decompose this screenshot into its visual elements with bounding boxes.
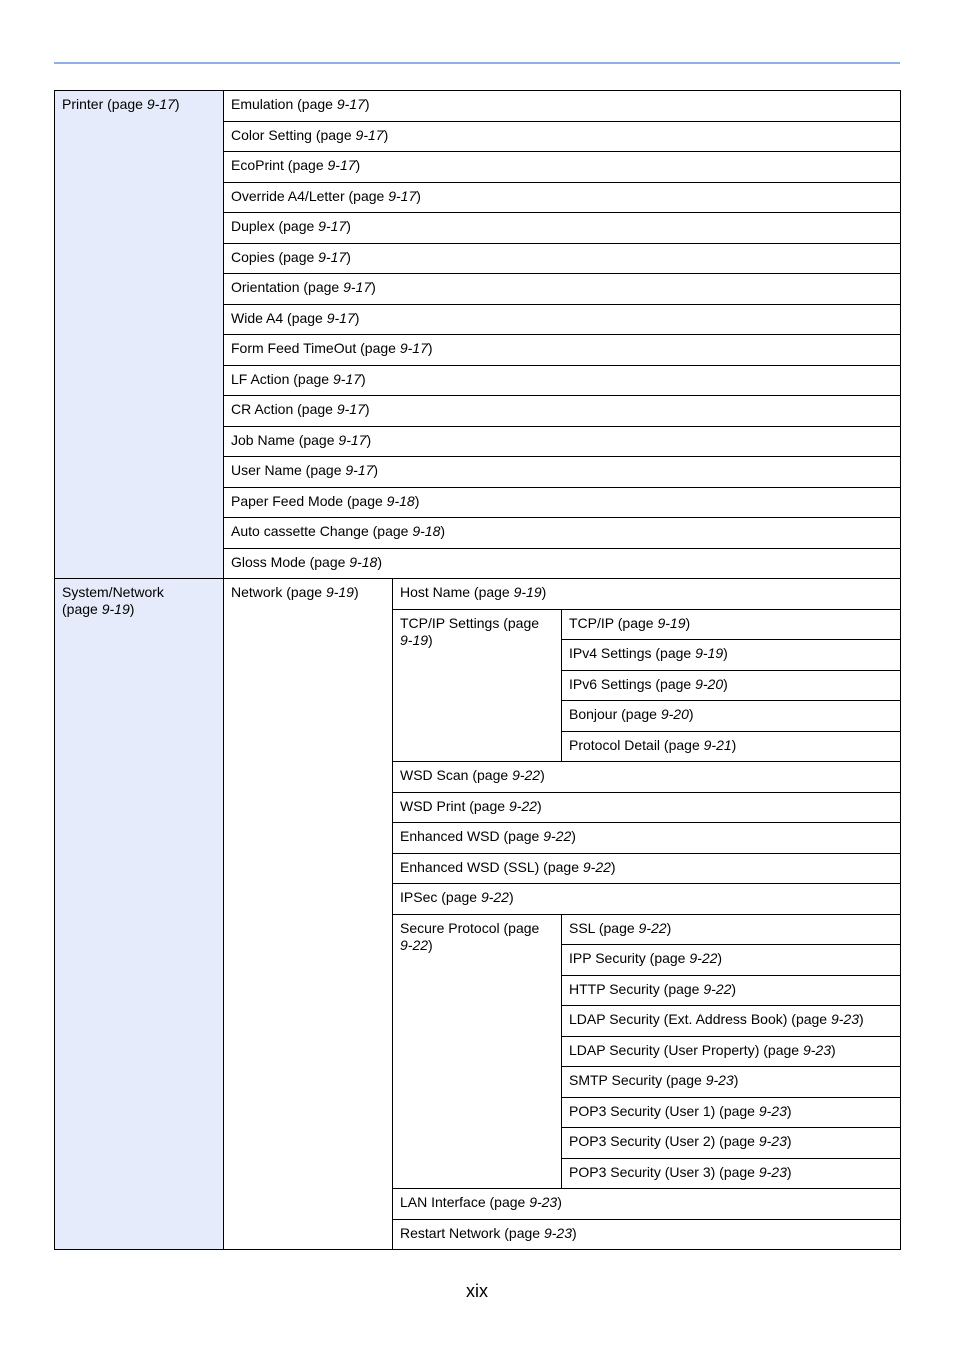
item-label: LF Action (page [231, 370, 333, 387]
page-ref: 9-20 [695, 675, 724, 692]
menu-item: Wide A4 (page 9-17) [224, 304, 901, 335]
item-label: TCP/IP (page [569, 614, 658, 631]
item-label: LDAP Security (User Property) (page [569, 1041, 803, 1058]
category-printer: Printer (page 9-17) [55, 91, 224, 579]
item-label: Copies (page [231, 248, 319, 265]
menu-item: POP3 Security (User 2) (page 9-23) [562, 1128, 901, 1159]
menu-item: IPSec (page 9-22) [393, 884, 901, 915]
item-label: IPP Security (page [569, 950, 690, 966]
page-ref: 9-21 [703, 736, 732, 753]
page-ref: 9-17 [399, 340, 428, 356]
item-label: Gloss Mode (page [231, 553, 350, 570]
item-label: Duplex (page [231, 218, 319, 234]
item-label: Wide A4 (page [231, 309, 327, 326]
page-ref: 9-19 [400, 631, 429, 648]
page-ref: 9-17 [388, 187, 417, 204]
menu-item: Enhanced WSD (SSL) (page 9-22) [393, 853, 901, 884]
page-ref: 9-17 [146, 96, 175, 112]
page-ref: 9-23 [802, 1041, 831, 1058]
page-ref: 9-19 [513, 584, 542, 600]
item-label: Printer (page [62, 96, 147, 112]
menu-item: Gloss Mode (page 9-18) [224, 548, 901, 579]
page-ref: 9-23 [529, 1194, 558, 1210]
page-ref: 9-17 [318, 218, 347, 234]
page-ref: 9-22 [543, 828, 572, 844]
item-label: System/Network (page [62, 584, 164, 617]
menu-map-table [54, 90, 901, 1250]
menu-item: LDAP Security (User Property) (page 9-23) [562, 1036, 901, 1067]
menu-item: IPP Security (page 9-22) [562, 945, 901, 976]
item-label: Enhanced WSD (SSL) (page [400, 858, 583, 875]
menu-item: SSL (page 9-22) [562, 914, 901, 945]
menu-item: Bonjour (page 9-20) [562, 701, 901, 732]
page-ref: 9-17 [336, 96, 365, 112]
menu-item: HTTP Security (page 9-22) [562, 975, 901, 1006]
page-ref: 9-23 [758, 1102, 787, 1119]
page-ref: 9-18 [349, 553, 378, 570]
menu-item: Auto cassette Change (page 9-18) [224, 518, 901, 549]
item-label: Host Name (page [400, 584, 514, 600]
item-label: TCP/IP Settings (page [400, 614, 540, 631]
item-label: Enhanced WSD (page [400, 828, 544, 844]
page-ref: 9-19 [695, 645, 724, 661]
menu-item: Protocol Detail (page 9-21) [562, 731, 901, 762]
category-system-network: System/Network (page 9-19) [55, 579, 224, 1250]
menu-item: LDAP Security (Ext. Address Book) (page 9-23) [562, 1006, 901, 1037]
menu-item: Copies (page 9-17) [224, 243, 901, 274]
item-label: POP3 Security (User 2) (page [569, 1133, 759, 1149]
menu-item: Duplex (page 9-17) [224, 213, 901, 244]
item-label: LDAP Security (Ext. Address Book) (page [569, 1011, 831, 1027]
page-ref: 9-19 [325, 584, 354, 600]
item-label: User Name (page [231, 462, 346, 478]
page-ref: 9-18 [386, 492, 415, 509]
page-ref: 9-17 [338, 431, 367, 448]
menu-item: User Name (page 9-17) [224, 457, 901, 488]
page-ref: 9-23 [830, 1011, 860, 1027]
item-label: POP3 Security (User 3) (page [569, 1163, 759, 1180]
menu-item: Restart Network (page 9-23) [393, 1219, 901, 1250]
page-ref: 9-22 [508, 797, 537, 814]
item-label: Restart Network (page [400, 1224, 544, 1241]
submenu-secure-protocol: Secure Protocol (page 9-22) [393, 914, 562, 1189]
menu-item: WSD Print (page 9-22) [393, 792, 901, 823]
page-ref: 9-20 [660, 706, 689, 722]
item-label: WSD Print (page [400, 797, 509, 814]
page-ref: 9-19 [101, 601, 130, 617]
submenu-tcpip: TCP/IP Settings (page 9-19) [393, 609, 562, 762]
menu-item: IPv6 Settings (page 9-20) [562, 670, 901, 701]
page-ref: 9-17 [343, 279, 372, 295]
item-label: Bonjour (page [569, 706, 661, 722]
menu-item: Host Name (page 9-19) [393, 579, 901, 610]
item-label: CR Action (page [231, 401, 337, 417]
page-ref: 9-17 [355, 126, 384, 143]
item-label: Override A4/Letter (page [231, 187, 389, 204]
menu-item: Emulation (page 9-17) [224, 91, 901, 122]
item-label: WSD Scan (page [400, 767, 513, 783]
menu-item: Paper Feed Mode (page 9-18) [224, 487, 901, 518]
item-label: IPv6 Settings (page [569, 675, 696, 692]
menu-item: EcoPrint (page 9-17) [224, 152, 901, 183]
item-label: POP3 Security (User 1) (page [569, 1102, 759, 1119]
menu-item: Color Setting (page 9-17) [224, 121, 901, 152]
submenu-network: Network (page 9-19) [224, 579, 393, 1250]
page-ref: 9-23 [543, 1224, 572, 1241]
item-label: Secure Protocol (page [400, 919, 540, 936]
page-number: xix [466, 1281, 488, 1301]
menu-item: CR Action (page 9-17) [224, 396, 901, 427]
menu-item: WSD Scan (page 9-22) [393, 762, 901, 793]
item-label: Network (page [231, 584, 326, 600]
table-row [55, 579, 901, 610]
page-ref: 9-22 [638, 919, 667, 936]
menu-item: POP3 Security (User 3) (page 9-23) [562, 1158, 901, 1189]
item-label: Orientation (page [231, 279, 344, 295]
menu-item: LF Action (page 9-17) [224, 365, 901, 396]
item-label: Form Feed TimeOut (page [231, 340, 400, 356]
header-rule [54, 62, 900, 64]
item-label: Color Setting (page [231, 126, 356, 143]
menu-item: LAN Interface (page 9-23) [393, 1189, 901, 1220]
item-label: SMTP Security (page [569, 1072, 706, 1088]
menu-item: Orientation (page 9-17) [224, 274, 901, 305]
page-ref: 9-23 [758, 1133, 787, 1149]
item-label: HTTP Security (page [569, 980, 704, 997]
page-ref: 9-22 [703, 980, 732, 997]
item-label: Job Name (page [231, 431, 339, 448]
page-ref: 9-17 [345, 462, 374, 478]
page-ref: 9-22 [480, 889, 509, 905]
item-label: IPv4 Settings (page [569, 645, 696, 661]
menu-item: SMTP Security (page 9-23) [562, 1067, 901, 1098]
table-row [55, 91, 901, 122]
item-label: Paper Feed Mode (page [231, 492, 387, 509]
page-ref: 9-19 [657, 614, 686, 631]
menu-item: TCP/IP (page 9-19) [562, 609, 901, 640]
item-label: IPSec (page [400, 889, 481, 905]
page-ref: 9-22 [400, 936, 429, 953]
page-ref: 9-17 [327, 157, 356, 173]
menu-item: Override A4/Letter (page 9-17) [224, 182, 901, 213]
page-ref: 9-17 [336, 401, 365, 417]
item-label: Protocol Detail (page [569, 736, 704, 753]
item-label: SSL (page [569, 919, 639, 936]
item-label: Emulation (page [231, 96, 337, 112]
page-ref: 9-17 [326, 309, 355, 326]
menu-item: Enhanced WSD (page 9-22) [393, 823, 901, 854]
page-ref: 9-17 [318, 248, 347, 265]
menu-item: IPv4 Settings (page 9-19) [562, 640, 901, 671]
menu-item: Job Name (page 9-17) [224, 426, 901, 457]
page-ref: 9-23 [758, 1163, 787, 1180]
page-ref: 9-23 [705, 1072, 734, 1088]
item-label: EcoPrint (page [231, 157, 328, 173]
page-ref: 9-17 [332, 370, 361, 387]
page-ref: 9-22 [512, 767, 541, 783]
item-label: LAN Interface (page [400, 1194, 530, 1210]
menu-item: POP3 Security (User 1) (page 9-23) [562, 1097, 901, 1128]
menu-item: Form Feed TimeOut (page 9-17) [224, 335, 901, 366]
page-ref: 9-22 [582, 858, 611, 875]
item-label: Auto cassette Change (page [231, 523, 413, 539]
page-ref: 9-18 [412, 523, 441, 539]
page-ref: 9-22 [689, 950, 718, 966]
